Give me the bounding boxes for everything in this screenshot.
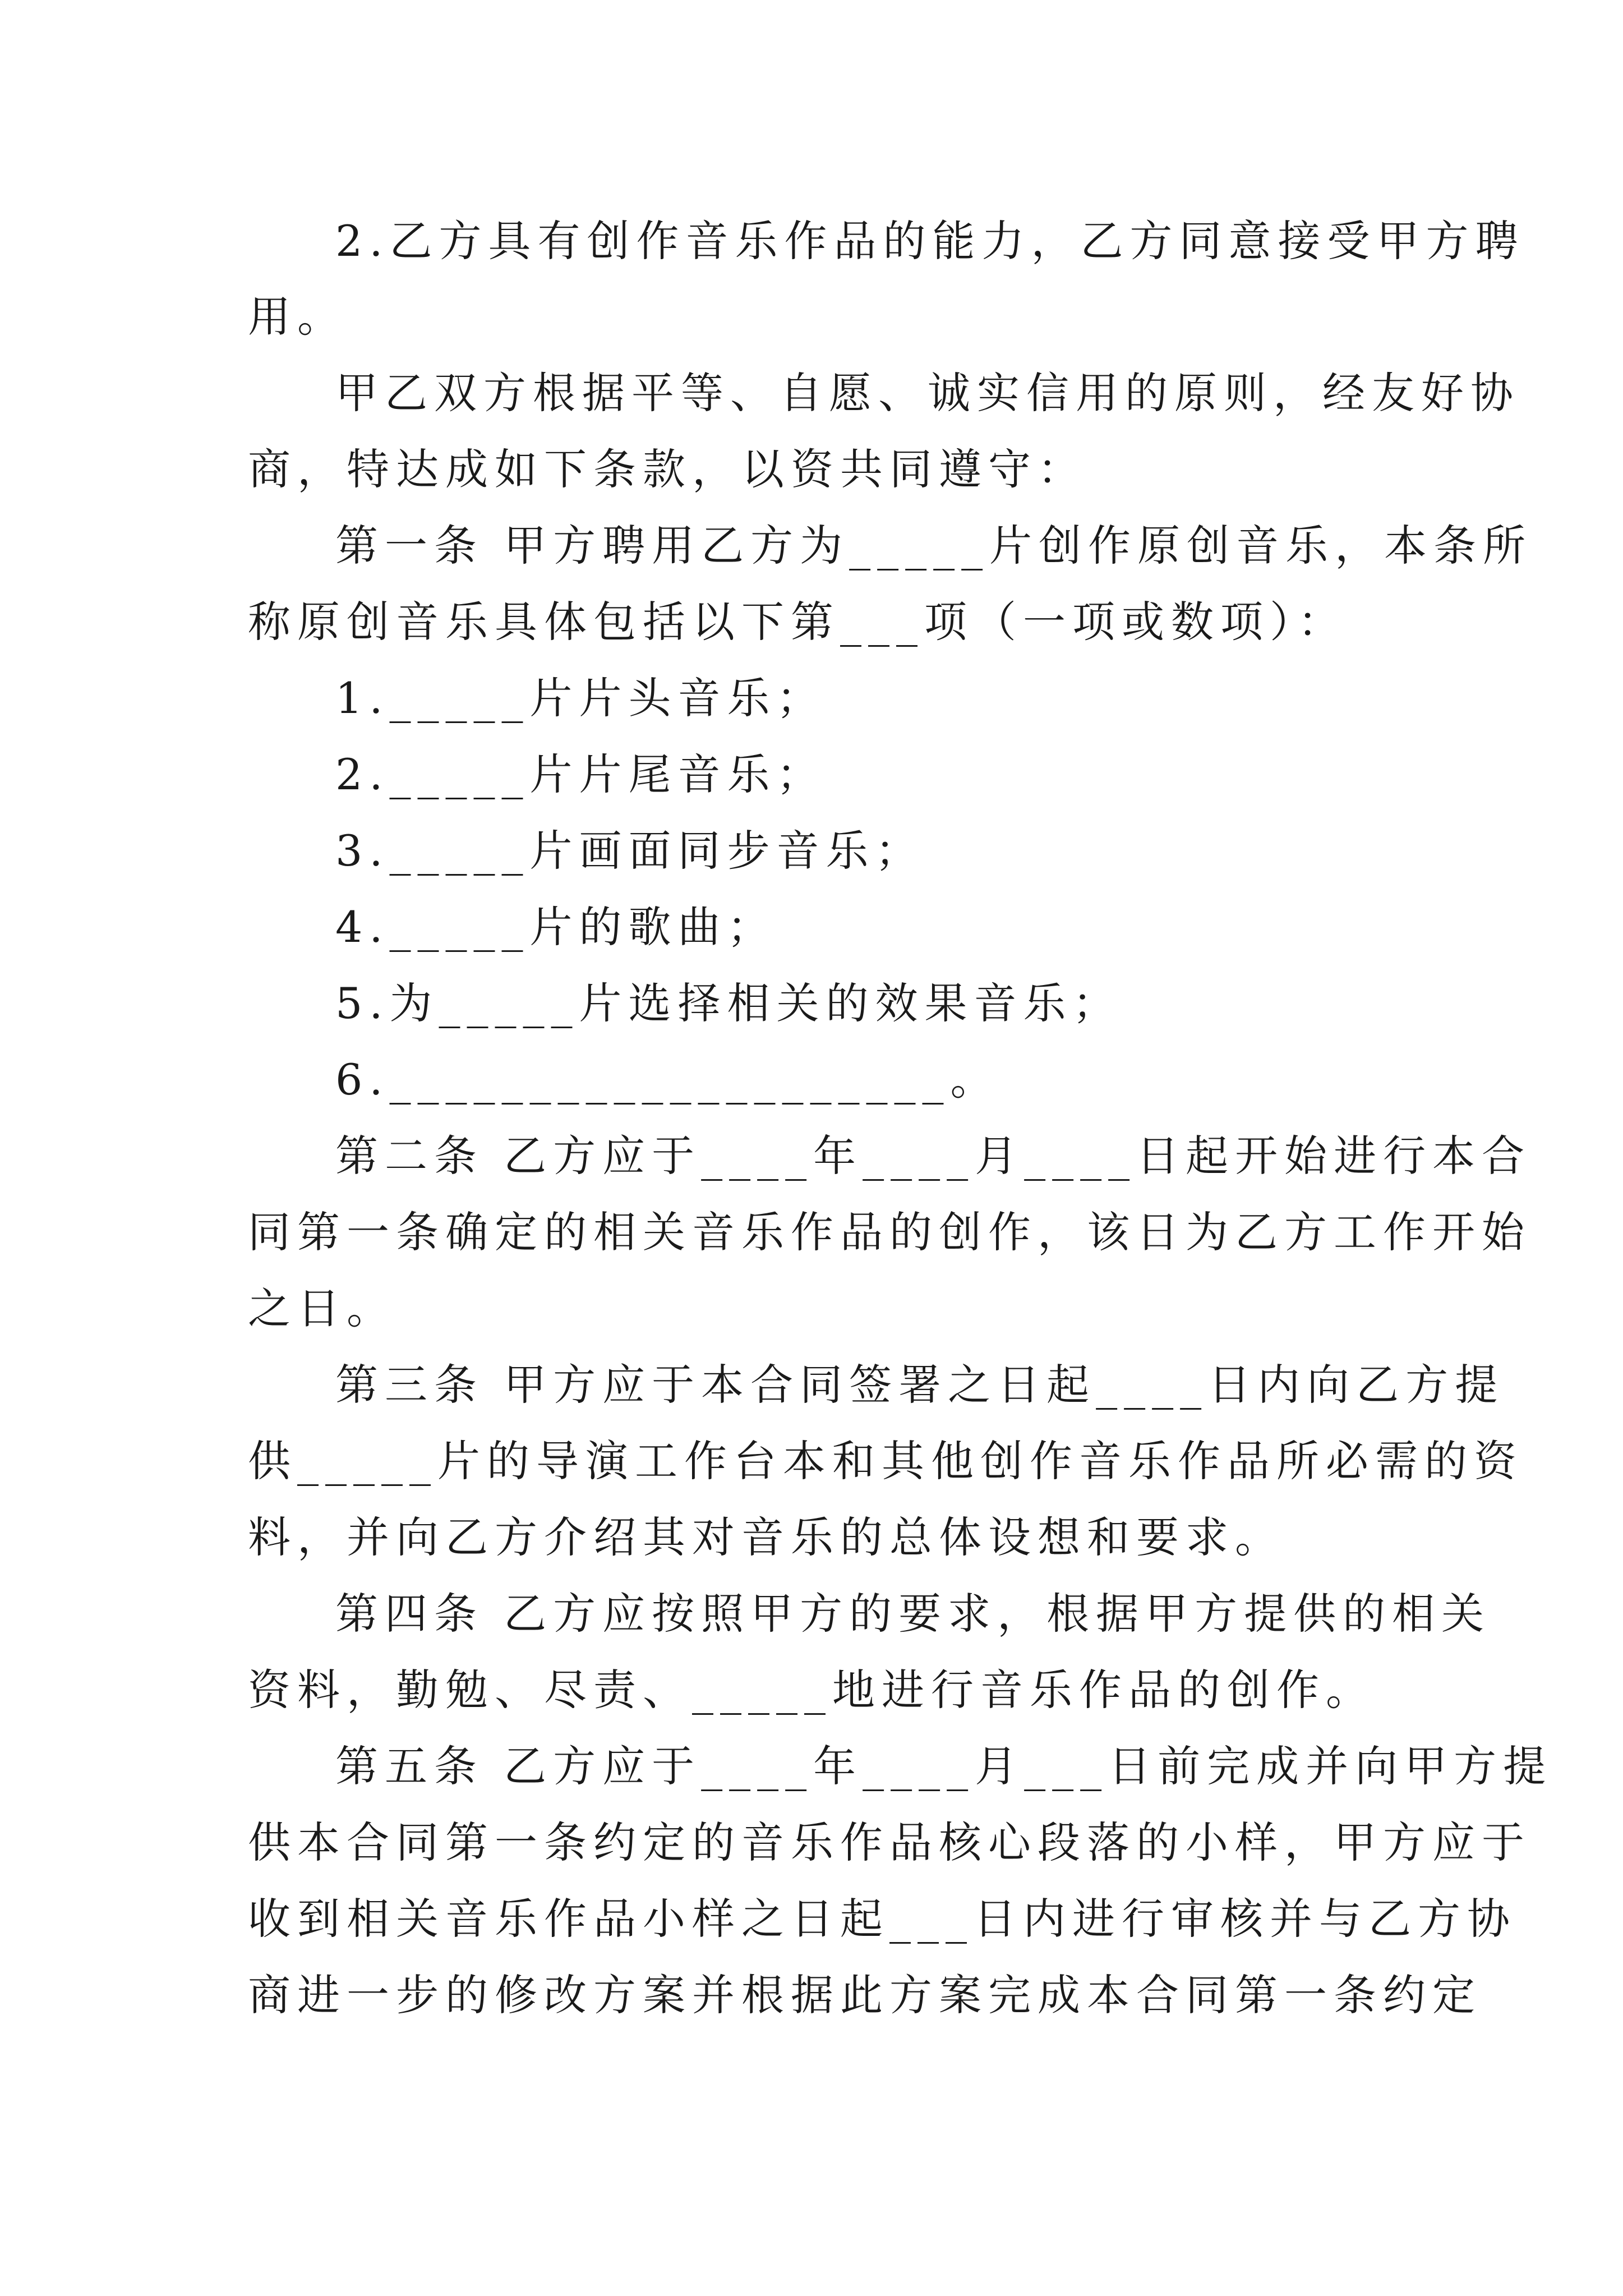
article-5-line: 供本合同第一条约定的音乐作品核心段落的小样，甲方应于	[248, 1818, 1531, 1867]
article-5-line: 收到相关音乐作品小样之日起___日内进行审核并与乙方协	[248, 1894, 1516, 1944]
article-3-line: 料，并向乙方介绍其对音乐的总体设想和要求。	[248, 1512, 1284, 1562]
paragraph-line: 甲乙双方根据平等、自愿、诚实信用的原则，经友好协	[335, 368, 1520, 418]
article-4-line: 第四条 乙方应按照甲方的要求，根据甲方提供的相关	[335, 1589, 1491, 1639]
article-5-line: 商进一步的修改方案并根据此方案完成本合同第一条约定	[248, 1970, 1482, 2020]
list-item: 3._____片画面同步音乐；	[335, 826, 925, 876]
article-2-line: 同第一条确定的相关音乐作品的创作，该日为乙方工作开始	[248, 1207, 1531, 1257]
paragraph-line: 用。	[248, 292, 347, 342]
article-3-line: 第三条 甲方应于本合同签署之日起____日内向乙方提	[335, 1360, 1505, 1410]
article-3-line: 供_____片的导演工作台本和其他创作音乐作品所必需的资	[248, 1436, 1523, 1486]
list-item: 4._____片的歌曲；	[335, 902, 777, 952]
list-item: 5.为_____片选择相关的效果音乐；	[335, 978, 1122, 1028]
paragraph-line: 商，特达成如下条款，以资共同遵守：	[248, 444, 1087, 494]
paragraph-line: 2.乙方具有创作音乐作品的能力，乙方同意接受甲方聘	[335, 216, 1525, 266]
article-1-line: 称原创音乐具体包括以下第___项（一项或数项）：	[248, 597, 1347, 647]
article-2-line: 之日。	[248, 1283, 396, 1333]
article-4-line: 资料，勤勉、尽责、_____地进行音乐作品的创作。	[248, 1665, 1375, 1715]
article-5-line: 第五条 乙方应于____年____月___日前完成并向甲方提	[335, 1741, 1553, 1791]
list-item: 1._____片片头音乐；	[335, 673, 826, 723]
article-2-line: 第二条 乙方应于____年____月____日起开始进行本合	[335, 1131, 1532, 1181]
list-item: 6.____________________。	[335, 1055, 1000, 1105]
article-1-line: 第一条 甲方聘用乙方为_____片创作原创音乐，本条所	[335, 521, 1533, 570]
list-item: 2._____片片尾音乐；	[335, 749, 826, 799]
